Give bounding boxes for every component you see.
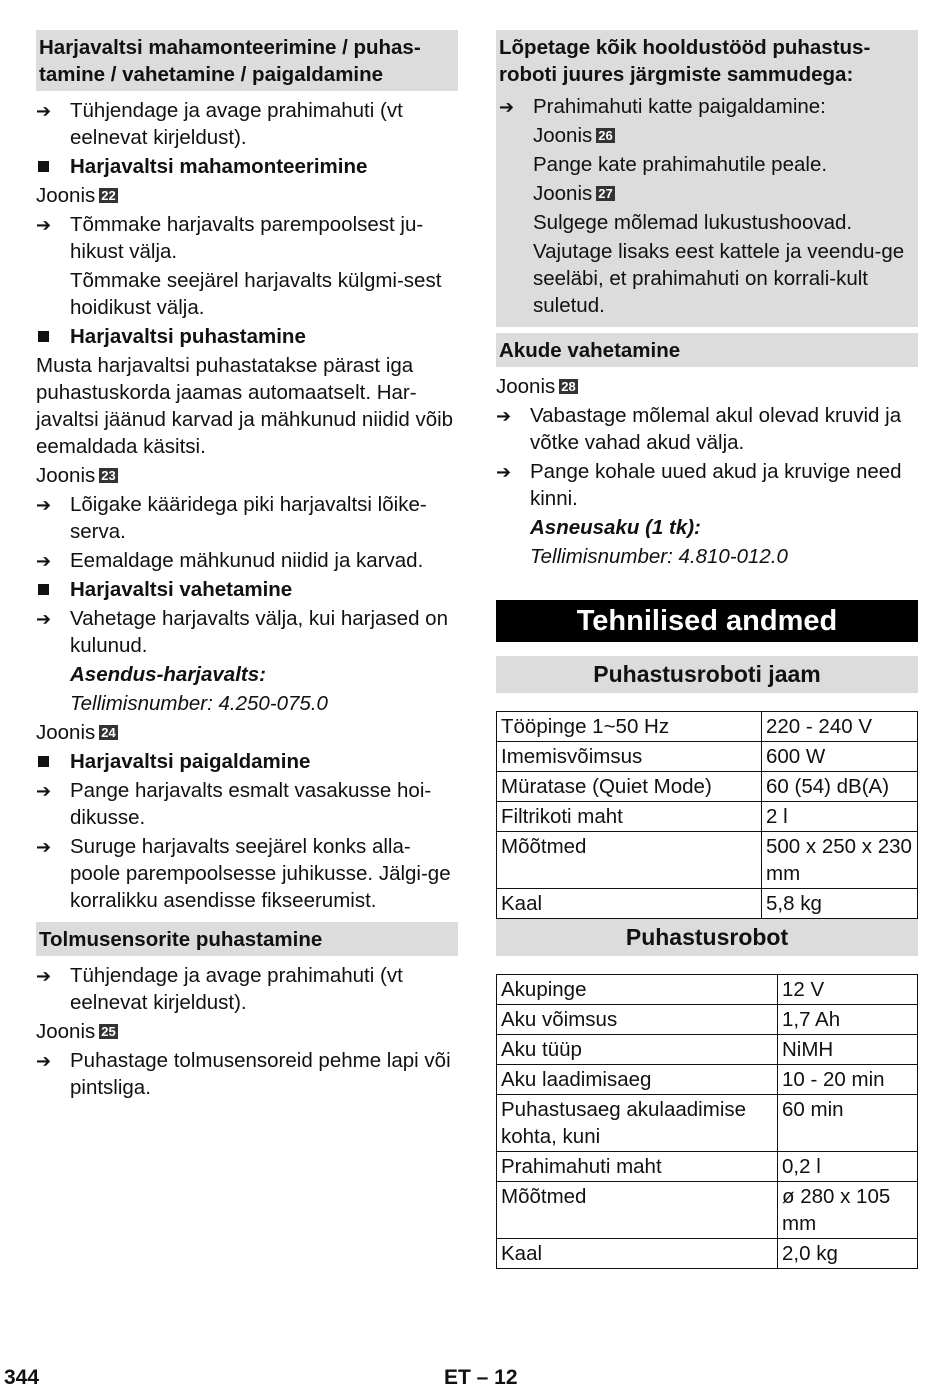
step-item: ➔ Tühjendage ja avage prahimahuti (vt eelnevat kirjeldust). (36, 964, 403, 1014)
step-continuation: Sulgege mõlemad lukustushoovad. (533, 211, 853, 234)
finish-maintenance-block (496, 30, 918, 327)
spec-value: NiMH (778, 1035, 918, 1065)
figure-number-badge: 23 (101, 468, 116, 483)
part-label: Asendus-harjavalts: (70, 663, 266, 686)
arrow-right-icon: ➔ (496, 462, 512, 482)
step-item: ➔ Pange kohale uued akud ja kruvige need kinni. (496, 460, 902, 510)
spec-row (497, 1035, 918, 1065)
section-heading-dust-sensors: Tolmusensorite puhastamine (36, 922, 458, 956)
spec-row (497, 1095, 918, 1152)
figure-number-badge: 24 (101, 725, 116, 740)
spec-label: Tööpinge 1~50 Hz (497, 712, 762, 742)
spec-value: 500 x 250 x 230 mm (762, 832, 918, 889)
subheading-remove: Harjavaltsi mahamonteerimine (36, 153, 458, 180)
spec-value: 0,2 l (778, 1152, 918, 1182)
spec-value: ø 280 x 105 mm (778, 1182, 918, 1239)
step-item: ➔ Prahimahuti katte paigaldamine: (499, 93, 915, 120)
square-bullet-icon (36, 748, 66, 775)
arrow-right-icon: ➔ (36, 1051, 52, 1071)
step-item: ➔ Vabastage mõlemal akul olevad kruvid ja võtke vahad akud välja. (496, 404, 902, 454)
order-number: Tellimisnumber: 4.250-075.0 (70, 692, 328, 715)
section-heading-finish: Lõpetage kõik hooldustööd puhastus-roboti juures järgmiste sammudega: (499, 30, 915, 91)
station-spec-table (496, 711, 918, 919)
spec-value: 2,0 kg (778, 1239, 918, 1269)
spec-label: Filtrikoti maht (497, 802, 762, 832)
spec-row (497, 802, 918, 832)
figure-ref: Joonis 22 (36, 184, 116, 207)
spec-label: Müratase (Quiet Mode) (497, 772, 762, 802)
spec-label: Puhastusaeg akulaadimise kohta, kuni (497, 1095, 778, 1152)
arrow-right-icon: ➔ (36, 609, 52, 629)
part-label: Asneusaku (1 tk): (530, 516, 701, 539)
step-continuation: Tõmmake seejärel harjavalts külgmi-sest hoidikust välja. (70, 269, 442, 319)
arrow-right-icon: ➔ (36, 837, 52, 857)
robot-title: Puhastusrobot (496, 919, 918, 956)
spec-value: 5,8 kg (762, 889, 918, 919)
spec-label: Aku laadimisaeg (497, 1065, 778, 1095)
arrow-right-icon: ➔ (36, 101, 52, 121)
spec-row (497, 1005, 918, 1035)
spec-value: 220 - 240 V (762, 712, 918, 742)
spec-row (497, 1239, 918, 1269)
spec-label: Prahimahuti maht (497, 1152, 778, 1182)
figure-number-badge: 26 (598, 128, 613, 143)
spec-row (497, 1065, 918, 1095)
spec-value: 2 l (762, 802, 918, 832)
page-number: 344 (4, 1366, 40, 1389)
figure-ref: Joonis 27 (533, 182, 613, 205)
arrow-right-icon: ➔ (499, 97, 515, 117)
figure-ref: Joonis 26 (533, 124, 613, 147)
arrow-right-icon: ➔ (36, 781, 52, 801)
figure-ref: Joonis 24 (36, 721, 116, 744)
spec-row (497, 742, 918, 772)
robot-spec-table (496, 974, 918, 1269)
figure-number-badge: 28 (561, 379, 576, 394)
step-continuation: Vajutage lisaks eest kattele ja veendu-ge seeläbi, et prahimahuti on korrali-kult suletud. (533, 240, 905, 317)
step-item: ➔ Eemaldage mähkunud niidid ja karvad. (36, 547, 458, 574)
arrow-right-icon: ➔ (36, 495, 52, 515)
language-page-label: ET – 12 (444, 1366, 518, 1389)
right-column (496, 30, 918, 1269)
figure-ref: Joonis 28 (496, 375, 576, 398)
step-continuation: Pange kate prahimahutile peale. (533, 153, 828, 176)
figure-ref: Joonis 23 (36, 464, 116, 487)
arrow-right-icon: ➔ (36, 215, 52, 235)
spec-row (497, 1152, 918, 1182)
spec-row (497, 889, 918, 919)
figure-ref: Joonis 25 (36, 1020, 116, 1043)
spec-row (497, 712, 918, 742)
figure-number-badge: 22 (101, 188, 116, 203)
square-bullet-icon (36, 153, 66, 180)
step-item: ➔ Tõmmake harjavalts parempoolsest ju-hikust välja. (36, 213, 424, 263)
spec-value: 1,7 Ah (778, 1005, 918, 1035)
spec-label: Mõõtmed (497, 832, 762, 889)
spec-label: Kaal (497, 1239, 778, 1269)
square-bullet-icon (36, 576, 66, 603)
arrow-right-icon: ➔ (496, 406, 512, 426)
spec-label: Mõõtmed (497, 1182, 778, 1239)
figure-number-badge: 27 (598, 186, 613, 201)
spec-value: 12 V (778, 975, 918, 1005)
spec-value: 600 W (762, 742, 918, 772)
spec-label: Akupinge (497, 975, 778, 1005)
spec-row (497, 832, 918, 889)
figure-number-badge: 25 (101, 1024, 116, 1039)
order-number: Tellimisnumber: 4.810-012.0 (530, 545, 788, 568)
subheading-clean: Harjavaltsi puhastamine (36, 323, 458, 350)
left-column (36, 30, 458, 1103)
spec-label: Imemisvõimsus (497, 742, 762, 772)
tech-data-title: Tehnilised andmed (496, 600, 918, 642)
spec-value: 60 min (778, 1095, 918, 1152)
spec-row (497, 975, 918, 1005)
arrow-right-icon: ➔ (36, 551, 52, 571)
subheading-replace: Harjavaltsi vahetamine (36, 576, 458, 603)
section-heading-brush-roller: Harjavaltsi mahamonteerimine / puhas-tamine / vahetamine / paigaldamine (36, 30, 458, 91)
spec-label: Aku tüüp (497, 1035, 778, 1065)
step-item: ➔ Lõigake kääridega piki harjavaltsi lõike-serva. (36, 493, 427, 543)
section-heading-batteries: Akude vahetamine (496, 333, 918, 367)
spec-value: 60 (54) dB(A) (762, 772, 918, 802)
step-item: ➔ Suruge harjavalts seejärel konks alla-poole parempoolsesse juhikusse. Jälgi-ge korralikku asendisse fikseerumist. (36, 835, 451, 912)
square-bullet-icon (36, 323, 66, 350)
spec-label: Kaal (497, 889, 762, 919)
spec-row (497, 1182, 918, 1239)
paragraph: Musta harjavaltsi puhastatakse pärast iga puhastuskorda jaamas automaatselt. Har-javaltsi jäänud karvad ja mähkunud niidid võib eemaldada käsitsi. (36, 354, 454, 458)
step-item: ➔ Puhastage tolmusensoreid pehme lapi või pintsliga. (36, 1049, 451, 1099)
step-item: ➔ Vahetage harjavalts välja, kui harjased on kulunud. (36, 607, 448, 657)
spec-value: 10 - 20 min (778, 1065, 918, 1095)
step-item: ➔ Pange harjavalts esmalt vasakusse hoi-dikusse. (36, 779, 432, 829)
arrow-right-icon: ➔ (36, 966, 52, 986)
subheading-install: Harjavaltsi paigaldamine (36, 748, 458, 775)
spec-label: Aku võimsus (497, 1005, 778, 1035)
station-title: Puhastusroboti jaam (496, 656, 918, 693)
step-item: ➔ Tühjendage ja avage prahimahuti (vt eelnevat kirjeldust). (36, 99, 403, 149)
spec-row (497, 772, 918, 802)
